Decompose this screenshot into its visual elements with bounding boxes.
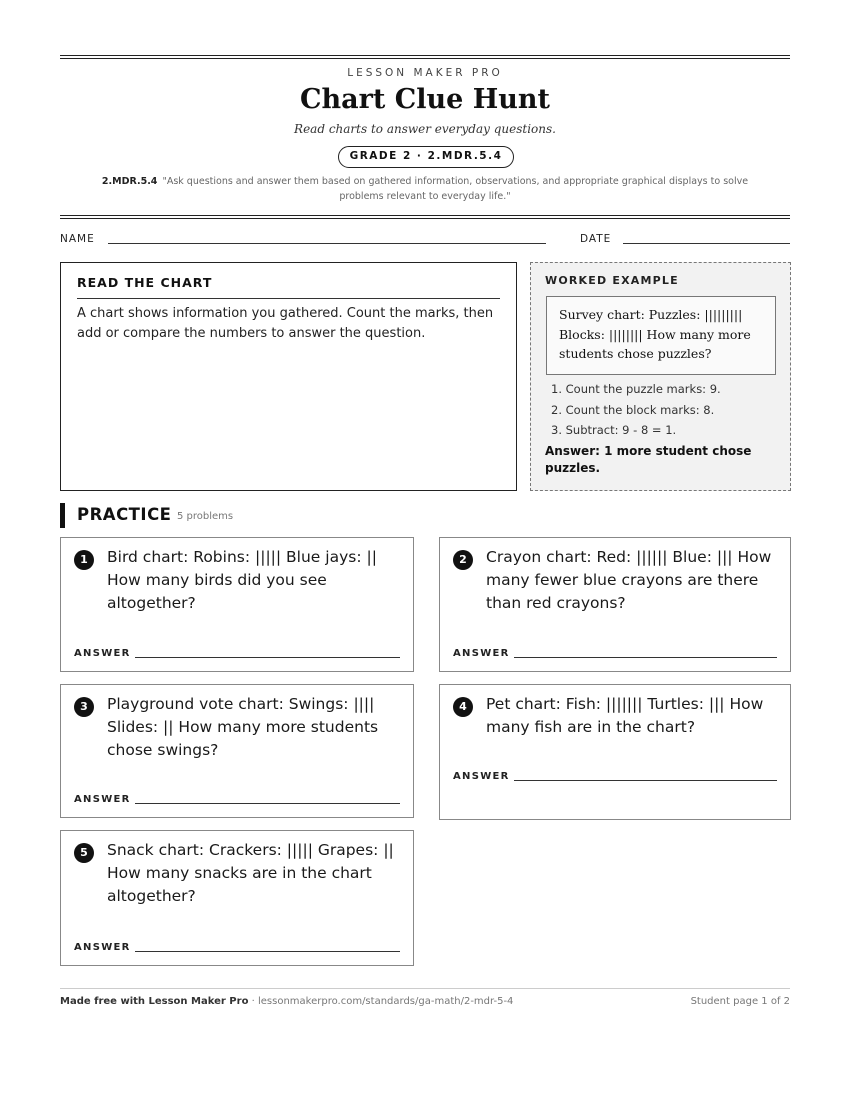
worked-example-step: 2. Count the block marks: 8. bbox=[551, 402, 715, 417]
problem-number-badge: 5 bbox=[74, 843, 94, 863]
problem-text: Bird chart: Robins: ||||| Blue jays: || How many birds did you see altogether? bbox=[107, 548, 377, 612]
problem-text: Pet chart: Fish: ||||||| Turtles: ||| How many fish are in the chart? bbox=[486, 695, 764, 736]
answer-label: ANSWER bbox=[74, 942, 131, 953]
standard-text: "Ask questions and answer them based on gathered information, observations, and appropriate graphical displays to solve problems relevant to everyday life." bbox=[162, 176, 749, 202]
page-title: Chart Clue Hunt bbox=[300, 84, 550, 115]
header-bottom-rule bbox=[60, 215, 790, 219]
footer-credit bbox=[60, 996, 513, 1007]
standard-description bbox=[80, 174, 770, 204]
name-label: NAME bbox=[60, 233, 95, 245]
answer-field[interactable] bbox=[514, 780, 777, 781]
worked-example-panel bbox=[530, 262, 791, 491]
page-subtitle: Read charts to answer everyday questions. bbox=[294, 122, 556, 136]
date-label: DATE bbox=[580, 233, 612, 245]
problem-text: Crayon chart: Red: |||||| Blue: ||| How many fewer blue crayons are there than red crayons? bbox=[486, 548, 772, 612]
read-chart-heading: READ THE CHART bbox=[77, 275, 500, 299]
answer-label: ANSWER bbox=[74, 794, 131, 805]
read-chart-panel bbox=[60, 262, 517, 491]
footer-page-number: Student page 1 of 2 bbox=[690, 996, 790, 1007]
footer-made-with: Made free with Lesson Maker Pro bbox=[60, 996, 249, 1007]
footer-url[interactable]: · lessonmakerpro.com/standards/ga-math/2-mdr-5-4 bbox=[248, 996, 514, 1007]
problem-card-3 bbox=[60, 684, 414, 818]
grade-badge: GRADE 2 · 2.MDR.5.4 bbox=[338, 146, 514, 168]
answer-field[interactable] bbox=[135, 803, 400, 804]
problem-card-2 bbox=[439, 537, 791, 672]
date-field[interactable] bbox=[623, 243, 790, 244]
problem-card-1 bbox=[60, 537, 414, 672]
practice-accent-bar bbox=[60, 503, 65, 528]
problem-card-5 bbox=[60, 830, 414, 966]
read-chart-body: A chart shows information you gathered. Count the marks, then add or compare the numbers to answer the question. bbox=[77, 306, 494, 341]
problem-number-badge: 1 bbox=[74, 550, 94, 570]
name-field[interactable] bbox=[108, 243, 546, 244]
answer-field[interactable] bbox=[135, 951, 400, 952]
worked-example-step: 1. Count the puzzle marks: 9. bbox=[551, 382, 721, 396]
top-rule bbox=[60, 55, 790, 59]
worked-example-step: 3. Subtract: 9 - 8 = 1. bbox=[551, 423, 677, 437]
practice-heading: PRACTICE bbox=[77, 505, 172, 524]
problem-text: Snack chart: Crackers: ||||| Grapes: || How many snacks are in the chart altogether? bbox=[107, 841, 394, 905]
problem-text: Playground vote chart: Swings: |||| Slides: || How many more students chose swings? bbox=[107, 695, 379, 759]
footer-divider bbox=[60, 988, 790, 989]
problem-number-badge: 3 bbox=[74, 697, 94, 717]
problem-number-badge: 4 bbox=[453, 697, 473, 717]
answer-label: ANSWER bbox=[453, 771, 510, 782]
brand-name: LESSON MAKER PRO bbox=[347, 67, 503, 79]
problem-number-badge: 2 bbox=[453, 550, 473, 570]
worked-example-heading: WORKED EXAMPLE bbox=[545, 274, 679, 287]
answer-label: ANSWER bbox=[453, 648, 510, 659]
answer-label: ANSWER bbox=[74, 648, 131, 659]
problem-card-4 bbox=[439, 684, 791, 820]
worked-example-prompt: Survey chart: Puzzles: ||||||||| Blocks: |||||||| How many more students chose puzzles? bbox=[546, 296, 776, 375]
worked-example-steps bbox=[551, 379, 779, 441]
worked-example-answer: Answer: 1 more student chose puzzles. bbox=[545, 444, 752, 475]
standard-code: 2.MDR.5.4 bbox=[101, 176, 158, 187]
answer-field[interactable] bbox=[135, 657, 400, 658]
answer-field[interactable] bbox=[514, 657, 777, 658]
practice-count: 5 problems bbox=[177, 511, 234, 522]
